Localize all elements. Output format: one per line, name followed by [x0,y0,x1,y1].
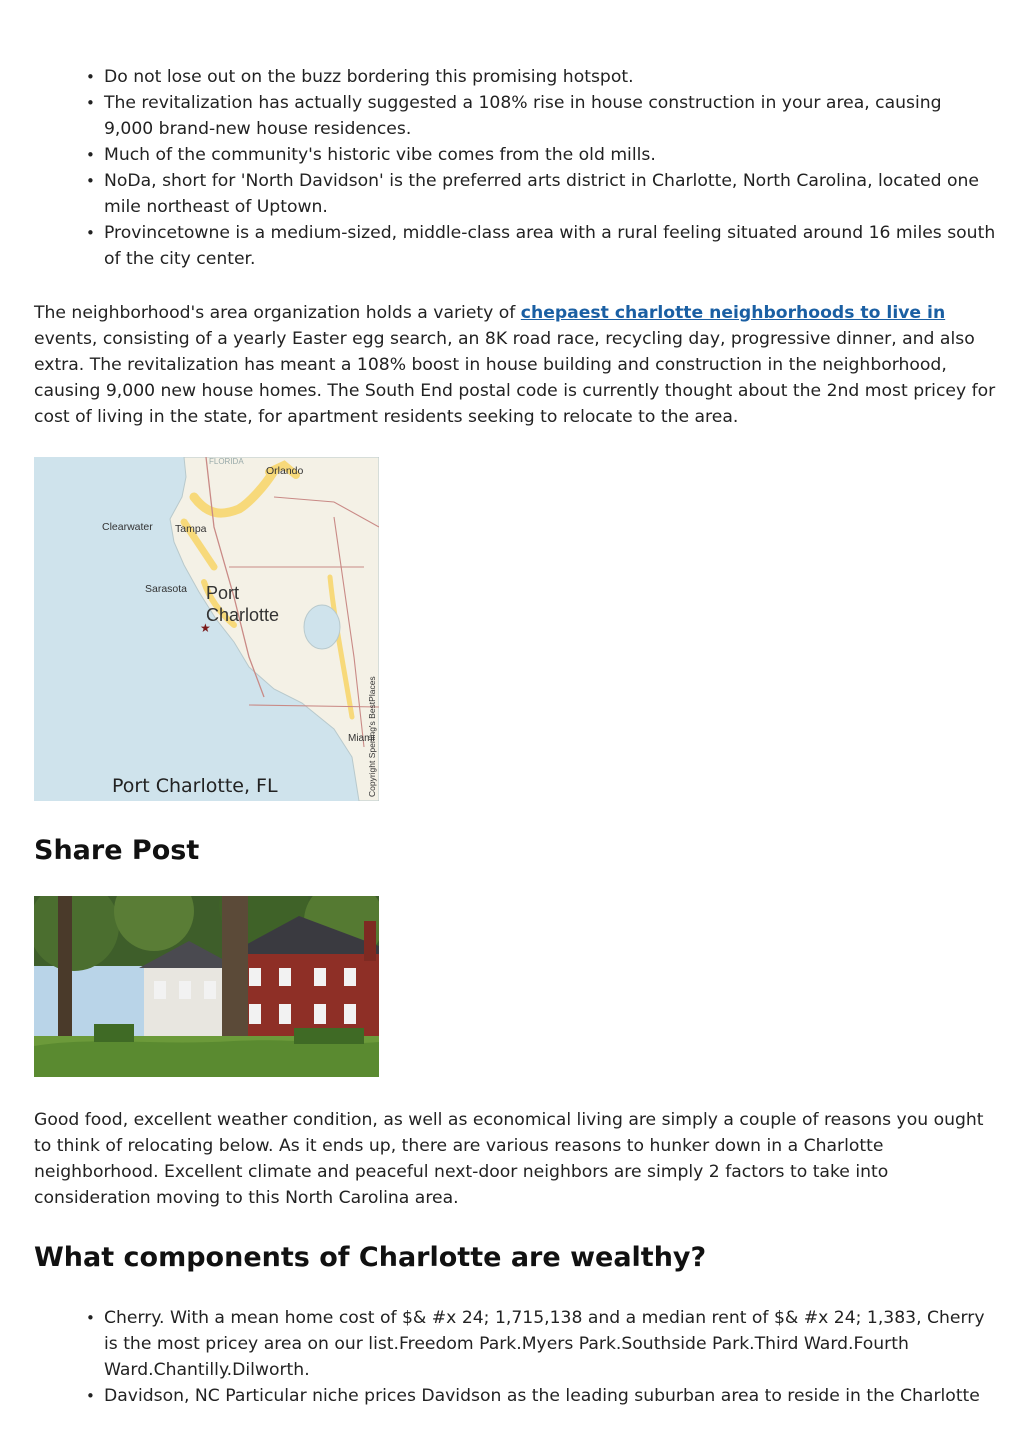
city-label-orlando: Orlando [266,465,304,477]
paragraph-text: The neighborhood's area organization holds a variety of [34,303,521,323]
list-item: • Do not lose out on the buzz bordering this promising hotspot. [84,64,996,90]
list-item: • Cherry. With a mean home cost of $& #x 24; 1,715,138 and a median rent of $& #x 24; 1,383, Cherry is the most pricey area on our list.Freedom Park.Myers Park.Southside Park.Third Ward.Fourth Ward.Chantilly.Dilworth. [84,1305,996,1383]
list-item: • Much of the community's historic vibe comes from the old mills. [84,142,996,168]
wealthy-areas-heading: What components of Charlotte are wealthy? [34,1242,707,1273]
bottom-bullet-list [84,1305,996,1409]
city-label-sarasota: Sarasota [145,583,188,595]
map-caption: Port Charlotte, FL [112,775,278,797]
city-label-tampa: Tampa [175,523,207,535]
state-label: FLORIDA [209,457,244,466]
map-main-label: Port [206,583,240,603]
city-label-miami: Miami [348,733,375,744]
list-item: • Provincetowne is a medium-sized, middle-class area with a rural feeling situated around 16 miles south of the city center. [84,220,996,272]
map-copyright: Copyright Sperling's BestPlaces [367,676,377,797]
paragraph-text: events, consisting of a yearly Easter egg search, an 8K road race, recycling day, progressive dinner, and also extra. The revitalization has meant a 108% boost in house building and construction in the neighborhood, causing 9,000 new house homes. The South End postal code is currently thought about the 2nd most pricey for cost of living in the state, for apartment residents seeking to relocate to the area. [34,329,996,427]
list-item: • The revitalization has actually suggested a 108% rise in house construction in your area, causing 9,000 brand-new house residences. [84,90,996,142]
share-post-heading: Share Post [34,835,200,866]
neighborhood-paragraph [34,300,996,430]
port-charlotte-map [34,457,379,801]
city-label-clearwater: Clearwater [102,521,153,533]
neighborhood-photo [34,896,379,1077]
map-main-label: Charlotte [206,605,280,625]
cheapest-neighborhoods-link[interactable]: chepaest charlotte neighborhoods to live in [520,303,946,323]
relocation-paragraph: Good food, excellent weather condition, as well as economical living are simply a couple of reasons you ought to think of relocating below. As it ends up, there are various reasons to hunker down in a Charlotte neighborhood. Excellent climate and peaceful next-door neighbors are simply 2 factors to take into consideration moving to this North Carolina area. [34,1110,984,1208]
list-item: • NoDa, short for 'North Davidson' is the preferred arts district in Charlotte, North Carolina, located one mile northeast of Uptown. [84,168,996,220]
location-star-icon: ★ [200,621,211,635]
list-item: • Davidson, NC Particular niche prices Davidson as the leading suburban area to reside in the Charlotte [84,1383,996,1409]
top-bullet-list [84,64,996,272]
